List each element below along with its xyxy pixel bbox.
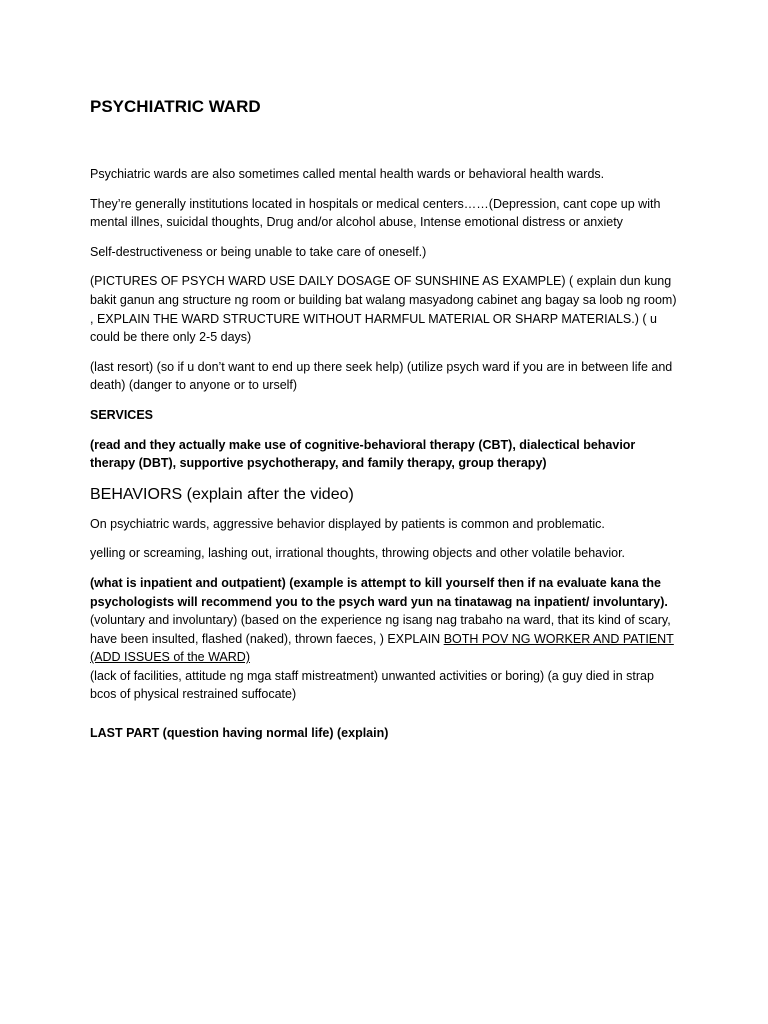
paragraph-inpatient: (what is inpatient and outpatient) (example is attempt to kill yourself then if na evaluate kana the psychologists will recommend you to the psych ward yun na tinatawag na inpatient/ involuntary). <box>90 575 668 609</box>
behaviors-heading: BEHAVIORS (explain after the video) <box>90 485 354 503</box>
last-part-heading: LAST PART (question having normal life) (explain) <box>90 726 389 741</box>
voluntary-text: (voluntary and involuntary) (based on the experience ng isang nag trabaho na ward, that its kind of scary, have been insulted, flashed (naked), thrown faeces, ) EXPLAIN <box>90 613 671 646</box>
services-heading: SERVICES <box>90 407 153 422</box>
paragraph-self-destructive: Self-destructiveness or being unable to take care of oneself.) <box>90 244 427 259</box>
paragraph-volatile: yelling or screaming, lashing out, irrational thoughts, throwing objects and other volatile behavior. <box>90 546 626 561</box>
paragraph-last-resort: (last resort) (so if u don’t want to end up there seek help) (utilize psych ward if you are in between life and death) (danger to anyone or to urself) <box>90 359 673 393</box>
voluntary-underlined-text: BOTH POV NG WORKER AND PATIENT (ADD ISSUES of the WARD) <box>90 631 674 665</box>
paragraph-aggressive: On psychiatric wards, aggressive behavior displayed by patients is common and problematic. <box>90 516 605 531</box>
paragraph-facilities: (lack of facilities, attitude ng mga staff mistreatment) unwanted activities or boring) (a guy died in strap bcos of physical restrained suffocate) <box>90 668 654 702</box>
document-title: PSYCHIATRIC WARD <box>90 97 261 116</box>
paragraph-voluntary <box>90 611 680 667</box>
paragraph-pictures: (PICTURES OF PSYCH WARD USE DAILY DOSAGE OF SUNSHINE AS EXAMPLE) ( explain dun kung bakit ganun ang structure ng room or building bat walang masyadong cabinet ang bagay sa loob ng room) , EXPLAIN THE WARD STRUCTURE WITHOUT HARMFUL MATERIAL OR SHARP MATERIALS.) ( u could be there only 2-5 days) <box>90 274 677 345</box>
paragraph-institutions: They’re generally institutions located in hospitals or medical centers……(Depression, cant cope up with mental illnes, suicidal thoughts, Drug and/or alcohol abuse, Intense emotional distress or anxiety <box>90 196 661 230</box>
services-text: (read and they actually make use of cognitive-behavioral therapy (CBT), dialectical behavior therapy (DBT), supportive psychotherapy, and family therapy, group therapy) <box>90 437 636 471</box>
paragraph-intro: Psychiatric wards are also sometimes called mental health wards or behavioral health wards. <box>90 167 605 181</box>
